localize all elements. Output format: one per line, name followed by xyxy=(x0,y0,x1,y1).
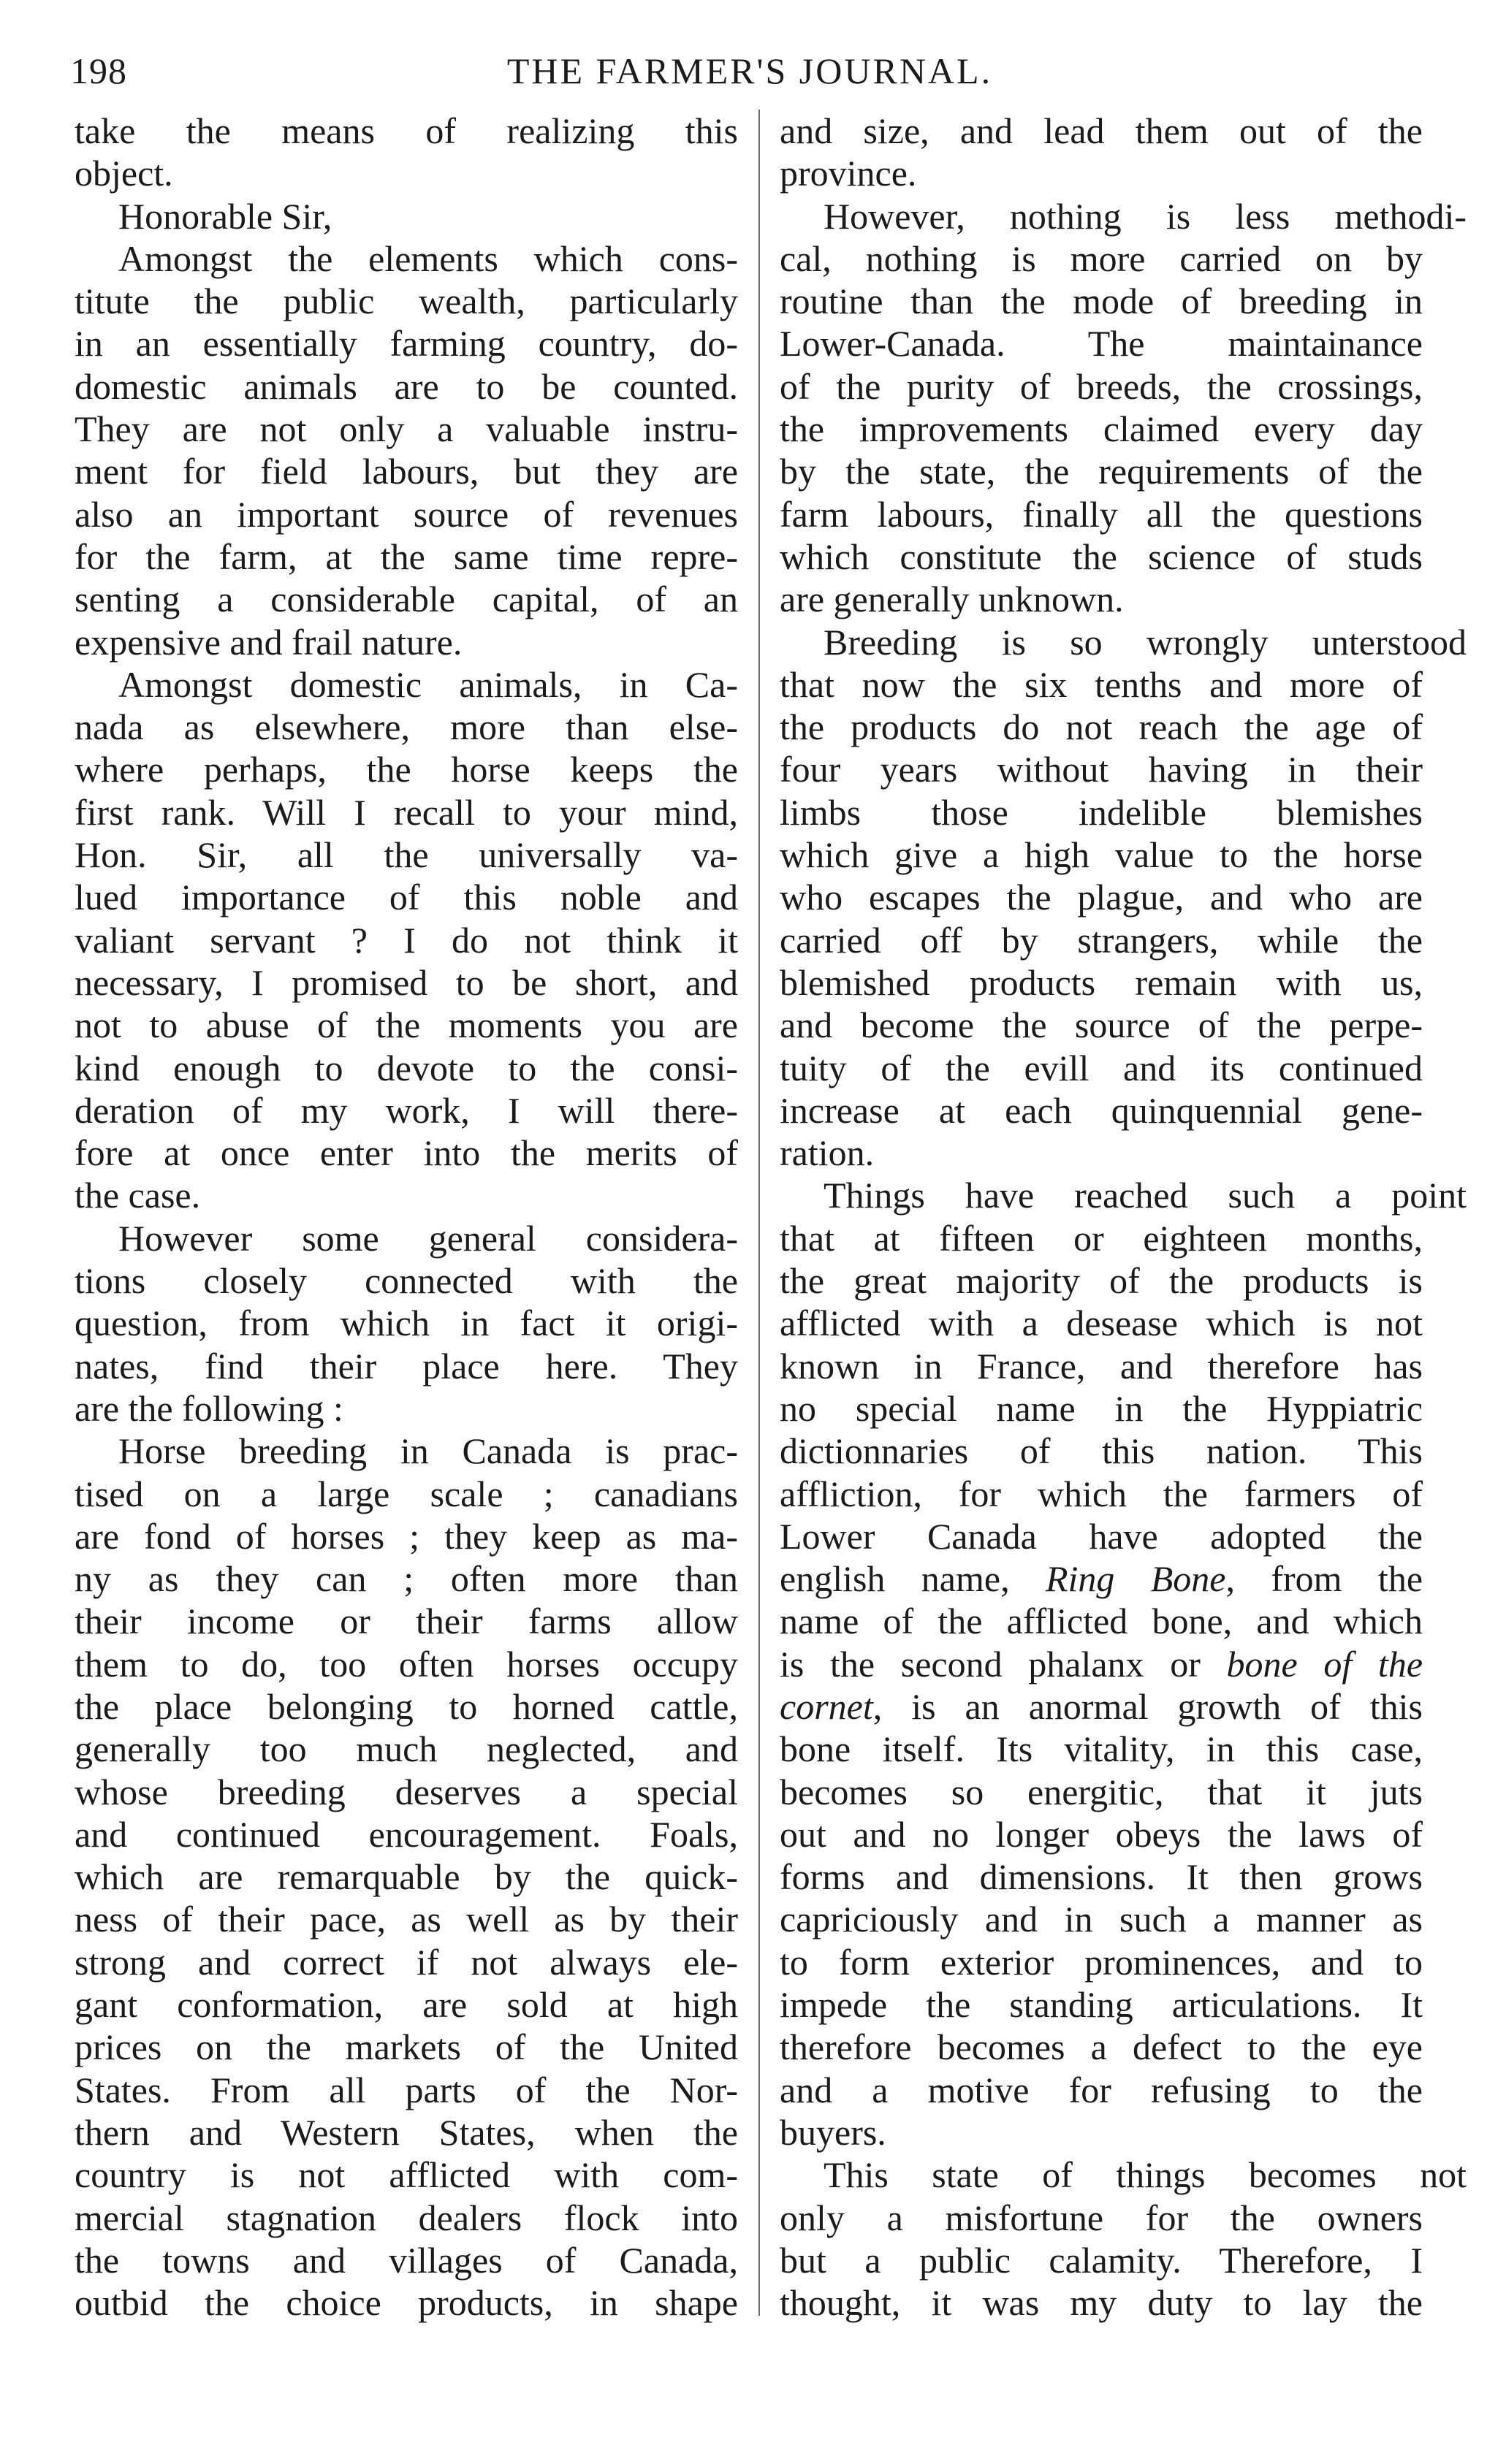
page-number: 198 xyxy=(70,50,127,91)
text-line: afflicted with a desease which is not xyxy=(780,1302,1423,1344)
text-line: cornet, is an anormal growth of this xyxy=(780,1685,1423,1727)
text-line: forms and dimensions. It then grows xyxy=(780,1856,1423,1898)
text-line: gant conformation, are sold at high xyxy=(75,1984,738,2026)
text-line: capriciously and in such a manner as xyxy=(780,1899,1423,1940)
text-line: farm labours, finally all the questions xyxy=(780,493,1423,535)
text-line: english name, Ring Bone, from the xyxy=(780,1558,1423,1600)
text-line: first rank. Will I recall to your mind, xyxy=(75,791,738,833)
text-line: only a misfortune for the owners xyxy=(780,2197,1423,2238)
text-line: question, from which in fact it origi- xyxy=(75,1302,738,1344)
text-line: This state of things becomes not xyxy=(824,2154,1467,2196)
text-line: tions closely connected with the xyxy=(75,1260,738,1302)
text-line: States. From all parts of the Nor- xyxy=(75,2069,738,2110)
text-line: for the farm, at the same time repre- xyxy=(75,535,738,577)
text-line: the place belonging to horned cattle, xyxy=(75,1685,738,1727)
text-line: senting a considerable capital, of an xyxy=(75,579,738,620)
text-line: is the second phalanx or bone of the xyxy=(780,1643,1423,1685)
text-line: thought, it was my duty to lay the xyxy=(780,2282,1423,2324)
text-line: and become the source of the perpe- xyxy=(780,1004,1423,1046)
text-line: tised on a large scale ; canadians xyxy=(75,1473,738,1514)
text-line: but a public calamity. Therefore, I xyxy=(780,2239,1423,2281)
text-line: expensive and frail nature. xyxy=(75,621,463,663)
text-line: outbid the choice products, in shape xyxy=(75,2282,738,2324)
text-line: They are not only a valuable instru- xyxy=(75,408,738,450)
text-line: whose breeding deserves a special xyxy=(75,1771,738,1812)
text-line: valiant servant ? I do not think it xyxy=(75,919,738,961)
text-line: that at fifteen or eighteen months, xyxy=(780,1217,1423,1259)
text-line: Lower Canada have adopted the xyxy=(780,1515,1423,1557)
text-line: and size, and lead them out of the xyxy=(780,110,1423,151)
text-line: mercial stagnation dealers flock into xyxy=(75,2197,738,2238)
text-line: ment for field labours, but they are xyxy=(75,451,738,492)
text-line: titute the public wealth, particularly xyxy=(75,281,738,322)
text-line: cal, nothing is more carried on by xyxy=(780,237,1423,279)
left-text-column xyxy=(75,110,738,2324)
text-line: increase at each quinquennial gene- xyxy=(780,1089,1423,1131)
text-line: ness of their pace, as well as by their xyxy=(75,1899,738,1940)
text-line: impede the standing articulations. It xyxy=(780,1984,1423,2026)
text-line: the improvements claimed every day xyxy=(780,408,1423,450)
text-line: are the following : xyxy=(75,1387,343,1429)
text-line: country is not afflicted with com- xyxy=(75,2154,738,2196)
text-line: to form exterior prominences, and to xyxy=(780,1941,1423,1983)
text-line: and continued encouragement. Foals, xyxy=(75,1813,738,1855)
text-line: lued importance of this noble and xyxy=(75,877,738,918)
text-line: Honorable Sir, xyxy=(118,195,332,237)
text-line: deration of my work, I will there- xyxy=(75,1089,738,1131)
text-line: dictionnaries of this nation. This xyxy=(780,1430,1423,1472)
text-line: them to do, too often horses occupy xyxy=(75,1643,738,1685)
text-line: therefore becomes a defect to the eye xyxy=(780,2026,1423,2068)
text-line: Amongst domestic animals, in Ca- xyxy=(118,663,738,705)
text-line: of the purity of breeds, the crossings, xyxy=(780,365,1423,407)
text-line: domestic animals are to be counted. xyxy=(75,365,738,407)
text-line: Amongst the elements which cons- xyxy=(118,237,738,279)
page-header xyxy=(70,45,1429,96)
text-line: Lower-Canada. The maintainance xyxy=(780,323,1423,365)
text-line: province. xyxy=(780,153,917,194)
text-line: routine than the mode of breeding in xyxy=(780,281,1423,322)
text-line: Breeding is so wrongly unterstood xyxy=(824,621,1467,663)
text-line: four years without having in their xyxy=(780,749,1423,790)
text-line: ny as they can ; often more than xyxy=(75,1558,738,1600)
text-line: the products do not reach the age of xyxy=(780,706,1423,748)
column-divider xyxy=(758,110,760,2316)
text-line: necessary, I promised to be short, and xyxy=(75,961,738,1003)
text-line: and a motive for refusing to the xyxy=(780,2069,1423,2110)
text-line: carried off by strangers, while the xyxy=(780,919,1423,961)
text-line: object. xyxy=(75,153,173,194)
text-line: ration. xyxy=(780,1132,875,1174)
text-line: strong and correct if not always ele- xyxy=(75,1941,738,1983)
text-line: that now the six tenths and more of xyxy=(780,663,1423,705)
text-line: are fond of horses ; they keep as ma- xyxy=(75,1515,738,1557)
text-line: Horse breeding in Canada is prac- xyxy=(118,1430,738,1472)
text-line: limbs those indelible blemishes xyxy=(780,791,1423,833)
text-line: where perhaps, the horse keeps the xyxy=(75,749,738,790)
text-line: their income or their farms allow xyxy=(75,1601,738,1642)
text-line: generally too much neglected, and xyxy=(75,1728,738,1770)
text-line: out and no longer obeys the laws of xyxy=(780,1813,1423,1855)
text-line: which are remarquable by the quick- xyxy=(75,1856,738,1898)
text-line: by the state, the requirements of the xyxy=(780,451,1423,492)
text-line: bone itself. Its vitality, in this case, xyxy=(780,1728,1423,1770)
text-line: also an important source of revenues xyxy=(75,493,738,535)
text-line: are generally unknown. xyxy=(780,579,1124,620)
text-line: in an essentially farming country, do- xyxy=(75,323,738,365)
text-line: the towns and villages of Canada, xyxy=(75,2239,738,2281)
text-line: take the means of realizing this xyxy=(75,110,738,151)
text-line: nada as elsewhere, more than else- xyxy=(75,706,738,748)
text-line: Hon. Sir, all the universally va- xyxy=(75,834,738,876)
text-line: fore at once enter into the merits of xyxy=(75,1132,738,1174)
text-line: the great majority of the products is xyxy=(780,1260,1423,1302)
text-line: not to abuse of the moments you are xyxy=(75,1004,738,1046)
text-line: tuity of the evill and its continued xyxy=(780,1047,1423,1088)
text-line: no special name in the Hyppiatric xyxy=(780,1387,1423,1429)
text-line: However some general considera- xyxy=(118,1217,738,1259)
text-line: However, nothing is less methodi- xyxy=(824,195,1467,237)
text-line: affliction, for which the farmers of xyxy=(780,1473,1423,1514)
text-line: thern and Western States, when the xyxy=(75,2111,738,2153)
running-title: THE FARMER'S JOURNAL. xyxy=(506,50,993,91)
text-line: which constitute the science of studs xyxy=(780,535,1423,577)
right-text-column xyxy=(780,110,1467,2324)
text-line: the case. xyxy=(75,1175,201,1216)
text-line: becomes so energitic, that it juts xyxy=(780,1771,1423,1812)
text-line: prices on the markets of the United xyxy=(75,2026,738,2068)
text-line: kind enough to devote to the consi- xyxy=(75,1047,738,1088)
text-line: blemished products remain with us, xyxy=(780,961,1423,1003)
text-line: known in France, and therefore has xyxy=(780,1345,1423,1387)
text-line: buyers. xyxy=(780,2111,886,2153)
text-line: which give a high value to the horse xyxy=(780,834,1423,876)
text-line: Things have reached such a point xyxy=(824,1175,1467,1216)
text-line: nates, find their place here. They xyxy=(75,1345,738,1387)
text-line: who escapes the plague, and who are xyxy=(780,877,1423,918)
text-line: name of the afflicted bone, and which xyxy=(780,1601,1423,1642)
